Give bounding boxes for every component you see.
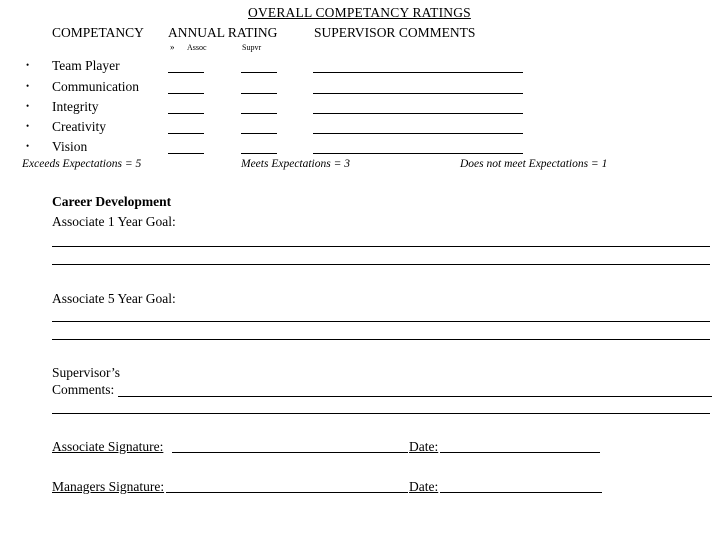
supvr-rating-field[interactable] xyxy=(241,133,277,134)
assoc-rating-field[interactable] xyxy=(168,93,204,94)
supervisor-comments-label-line1: Supervisor’s xyxy=(52,365,121,380)
associate-date-label: Date: xyxy=(409,439,439,454)
supvr-rating-field[interactable] xyxy=(241,153,277,154)
bullet-icon: • xyxy=(26,141,30,151)
page-title: OVERALL COMPETANCY RATINGS xyxy=(248,5,471,20)
supvr-rating-field[interactable] xyxy=(241,72,277,73)
header-annual-rating: ANNUAL RATING xyxy=(168,25,278,40)
competency-item: Creativity xyxy=(52,119,106,134)
managers-date-label: Date: xyxy=(409,479,439,494)
header-supervisor-comments: SUPERVISOR COMMENTS xyxy=(314,25,476,40)
assoc-rating-field[interactable] xyxy=(168,153,204,154)
goal-1-year-line[interactable] xyxy=(52,246,710,247)
bullet-icon: • xyxy=(26,121,30,131)
supervisor-comment-field[interactable] xyxy=(313,113,523,114)
bullet-icon: • xyxy=(26,101,30,111)
competency-item: Integrity xyxy=(52,99,99,114)
supervisor-comment-field[interactable] xyxy=(313,153,523,154)
bullet-icon: • xyxy=(26,81,30,91)
goal-1-year-line[interactable] xyxy=(52,264,710,265)
supervisor-comments-line[interactable] xyxy=(118,396,712,397)
managers-signature-label: Managers Signature: xyxy=(52,479,165,494)
managers-signature-field[interactable] xyxy=(166,492,408,493)
associate-signature-field[interactable] xyxy=(172,452,408,453)
legend-exceeds: Exceeds Expectations = 5 xyxy=(22,158,142,170)
assoc-rating-field[interactable] xyxy=(168,72,204,73)
sub-header-marker: » xyxy=(170,42,175,52)
legend-does-not-meet: Does not meet Expectations = 1 xyxy=(460,158,608,170)
header-competency: COMPETANCY xyxy=(52,25,144,40)
assoc-rating-field[interactable] xyxy=(168,133,204,134)
career-development-heading: Career Development xyxy=(52,194,172,209)
competency-item: Vision xyxy=(52,139,88,154)
managers-date-field[interactable] xyxy=(440,492,602,493)
supervisor-comments-label-line2: Comments: xyxy=(52,382,115,397)
competency-item: Team Player xyxy=(52,58,120,73)
bullet-icon: • xyxy=(26,60,30,70)
sub-header-assoc: Assoc xyxy=(187,43,207,52)
competency-item: Communication xyxy=(52,79,139,94)
associate-signature-label: Associate Signature: xyxy=(52,439,164,454)
goal-5-year-line[interactable] xyxy=(52,321,710,322)
supvr-rating-field[interactable] xyxy=(241,93,277,94)
goal-1-year-label: Associate 1 Year Goal: xyxy=(52,214,176,229)
goal-5-year-line[interactable] xyxy=(52,339,710,340)
supervisor-comment-field[interactable] xyxy=(313,133,523,134)
associate-date-field[interactable] xyxy=(440,452,600,453)
supervisor-comment-field[interactable] xyxy=(313,93,523,94)
supvr-rating-field[interactable] xyxy=(241,113,277,114)
assoc-rating-field[interactable] xyxy=(168,113,204,114)
sub-header-supvr: Supvr xyxy=(242,43,262,52)
goal-5-year-label: Associate 5 Year Goal: xyxy=(52,291,176,306)
supervisor-comment-field[interactable] xyxy=(313,72,523,73)
legend-meets: Meets Expectations = 3 xyxy=(241,158,350,170)
supervisor-comments-line[interactable] xyxy=(52,413,710,414)
